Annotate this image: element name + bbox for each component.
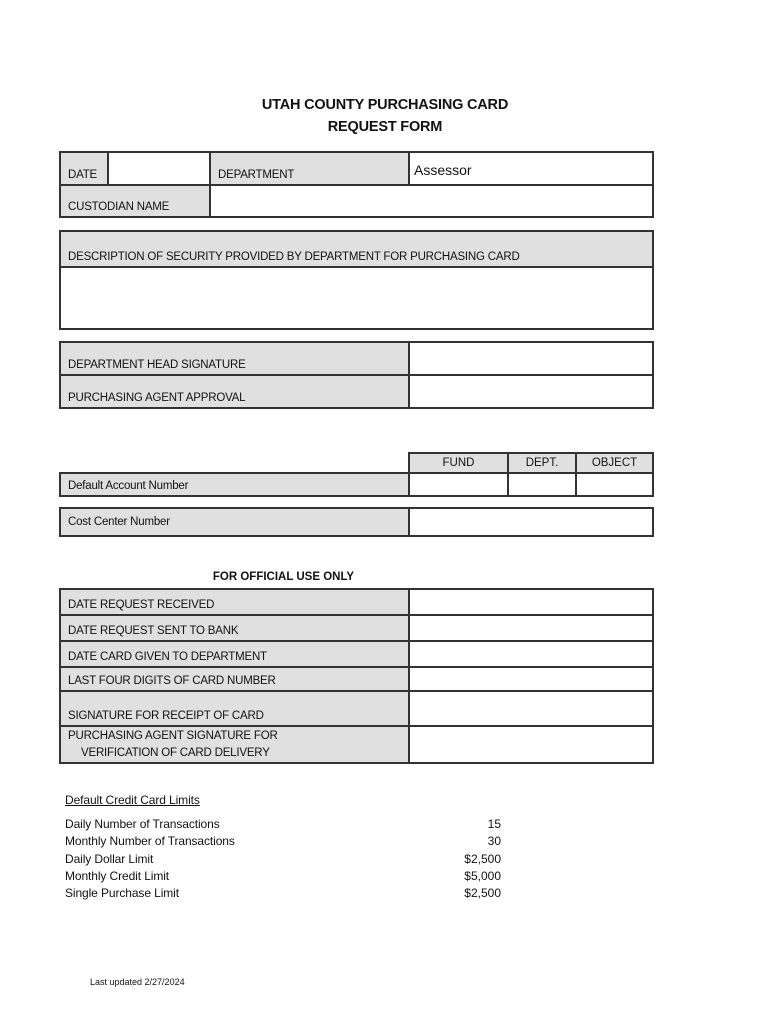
fund-field[interactable] <box>408 472 509 497</box>
last-four-digits-label: LAST FOUR DIGITS OF CARD NUMBER <box>59 666 410 692</box>
custodian-name-label: CUSTODIAN NAME <box>59 184 211 218</box>
signature-receipt-label: SIGNATURE FOR RECEIPT OF CARD <box>59 690 410 727</box>
form-title-line2: REQUEST FORM <box>327 119 443 135</box>
department-field[interactable]: Assessor <box>408 151 654 186</box>
limit-label-daily-transactions: Daily Number of Transactions <box>65 817 220 831</box>
cost-center-number-field[interactable] <box>408 507 654 537</box>
cost-center-number-label: Cost Center Number <box>59 507 410 537</box>
limit-value-single-purchase: $2,500 <box>464 886 501 900</box>
credit-limits-heading: Default Credit Card Limits <box>65 793 200 807</box>
signature-receipt-field[interactable] <box>408 690 654 727</box>
verification-line2: VERIFICATION OF CARD DELIVERY <box>81 746 270 759</box>
security-description-label: DESCRIPTION OF SECURITY PROVIDED BY DEPARTMENT FOR PURCHASING CARD <box>59 230 654 268</box>
date-request-sent-field[interactable] <box>408 614 654 642</box>
purchasing-agent-approval-label: PURCHASING AGENT APPROVAL <box>59 374 410 409</box>
form-title-line1: UTAH COUNTY PURCHASING CARD <box>261 97 509 113</box>
date-request-received-field[interactable] <box>408 588 654 616</box>
verification-signature-field[interactable] <box>408 725 654 764</box>
department-label: DEPARTMENT <box>209 151 410 186</box>
department-head-signature-label: DEPARTMENT HEAD SIGNATURE <box>59 341 410 376</box>
fund-header: FUND <box>408 452 509 474</box>
object-header: OBJECT <box>575 452 654 474</box>
last-updated-text: Last updated 2/27/2024 <box>90 977 185 987</box>
limit-label-monthly-transactions: Monthly Number of Transactions <box>65 834 235 848</box>
date-card-given-label: DATE CARD GIVEN TO DEPARTMENT <box>59 640 410 668</box>
dept-header: DEPT. <box>507 452 577 474</box>
purchasing-agent-approval-field[interactable] <box>408 374 654 409</box>
limit-value-daily-transactions: 15 <box>487 817 501 831</box>
date-request-received-label: DATE REQUEST RECEIVED <box>59 588 410 616</box>
custodian-name-field[interactable] <box>209 184 654 218</box>
last-four-digits-field[interactable] <box>408 666 654 692</box>
official-use-heading: FOR OFFICIAL USE ONLY <box>212 571 355 583</box>
date-card-given-field[interactable] <box>408 640 654 668</box>
security-description-field[interactable] <box>59 266 654 330</box>
department-head-signature-field[interactable] <box>408 341 654 376</box>
dept-field[interactable] <box>507 472 577 497</box>
limit-value-monthly-credit: $5,000 <box>464 869 501 883</box>
object-field[interactable] <box>575 472 654 497</box>
limit-label-single-purchase: Single Purchase Limit <box>65 886 179 900</box>
date-field[interactable] <box>107 151 211 186</box>
date-label: DATE <box>59 151 109 186</box>
limit-label-monthly-credit: Monthly Credit Limit <box>65 869 170 883</box>
verification-line1: PURCHASING AGENT SIGNATURE FOR <box>68 729 278 742</box>
verification-signature-label <box>59 725 410 764</box>
default-account-number-label: Default Account Number <box>59 472 410 497</box>
date-request-sent-label: DATE REQUEST SENT TO BANK <box>59 614 410 642</box>
limit-label-daily-dollar: Daily Dollar Limit <box>65 852 154 866</box>
limit-value-daily-dollar: $2,500 <box>464 852 501 866</box>
limit-value-monthly-transactions: 30 <box>487 834 501 848</box>
